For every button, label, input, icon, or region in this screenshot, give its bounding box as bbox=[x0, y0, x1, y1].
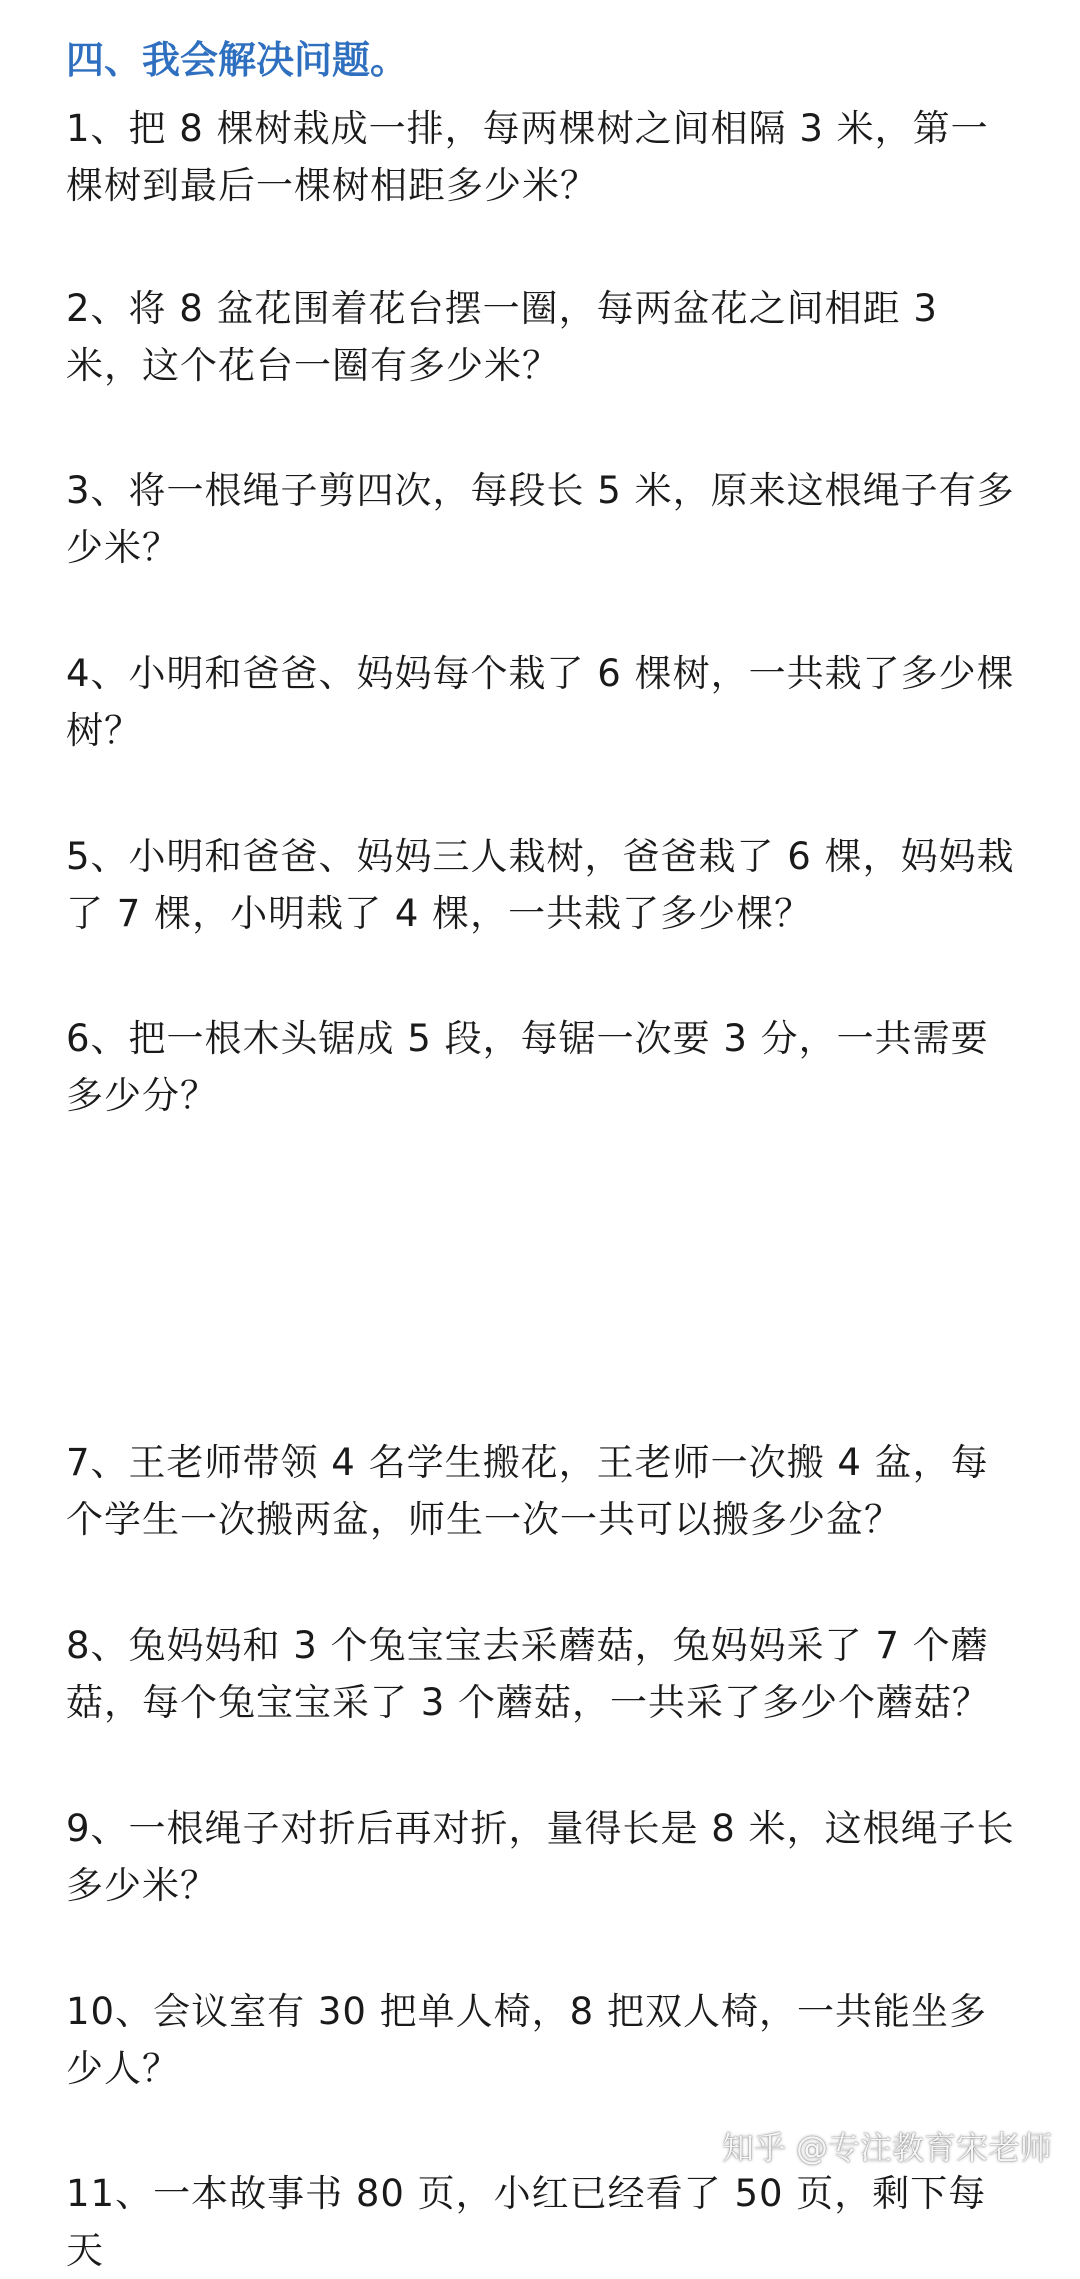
watermark: 知乎 @专注教育宋老师 bbox=[721, 2129, 1052, 2167]
question-7: 7、王老师带领 4 名学生搬花，王老师一次搬 4 盆，每个学生一次搬两盆，师生一次一共可以搬多少盆？ bbox=[66, 1441, 989, 1541]
question-2: 2、将 8 盆花围着花台摆一圈，每两盆花之间相距 3 米，这个花台一圈有多少米？ bbox=[66, 287, 938, 387]
question-5: 5、小明和爸爸、妈妈三人栽树，爸爸栽了 6 棵，妈妈栽了 7 棵，小明栽了 4 棵，一共栽了多少棵？ bbox=[66, 835, 1015, 935]
question-1: 1、把 8 棵树栽成一排，每两棵树之间相隔 3 米，第一棵树到最后一棵树相距多少米？ bbox=[66, 107, 989, 207]
question-11: 11、一本故事书 80 页，小红已经看了 50 页，剩下每天 bbox=[66, 2172, 987, 2272]
question-4: 4、小明和爸爸、妈妈每个栽了 6 棵树，一共栽了多少棵树？ bbox=[66, 652, 1015, 752]
question-6: 6、把一根木头锯成 5 段，每锯一次要 3 分，一共需要多少分？ bbox=[66, 1017, 989, 1117]
question-3: 3、将一根绳子剪四次，每段长 5 米，原来这根绳子有多少米？ bbox=[66, 469, 1015, 569]
question-8: 8、兔妈妈和 3 个兔宝宝去采蘑菇，兔妈妈采了 7 个蘑菇，每个兔宝宝采了 3 个蘑菇，一共采了多少个蘑菇？ bbox=[66, 1624, 991, 1724]
question-9: 9、一根绳子对折后再对折，量得长是 8 米，这根绳子长多少米？ bbox=[66, 1807, 1015, 1907]
question-10: 10、会议室有 30 把单人椅，8 把双人椅，一共能坐多少人？ bbox=[66, 1990, 987, 2090]
section-heading: 四、我会解决问题。 bbox=[66, 38, 409, 82]
